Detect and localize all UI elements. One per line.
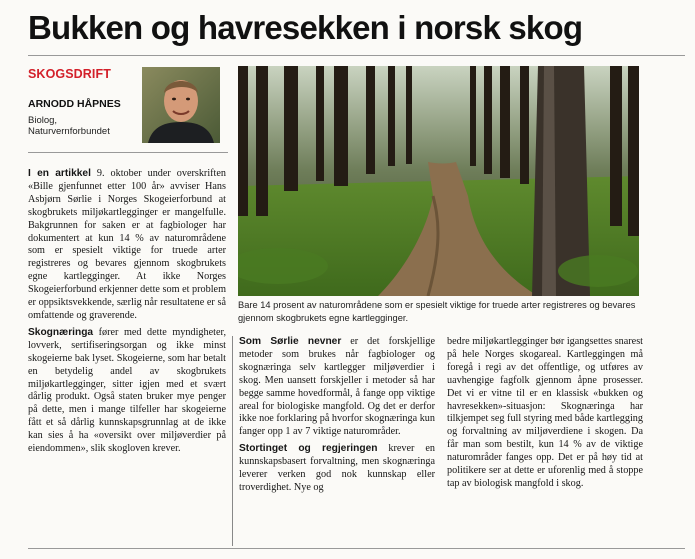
paragraph-text: 9. oktober under overskriften «Bille gjenfunnet etter 100 år» avviser Hans Asbjørn Sørlie i Norges Skogeierforbund at skogbrukets miljøkartlegginger er mangelfulle. Bakgrunnen for saken er at fagbiologer har dokumentert at kun 14 % av naturområdene som er spesielt viktige for truede arter registreres og bevares gjennom skogbrukets egne kartlegginger. At ikke Norges Skogeierforbund erkjenner dette som et problem er oppsiktsvekkende, særlig når resultatene er så omfattende og graverende. <box>28 168 226 321</box>
author-portrait-image <box>142 67 220 143</box>
author-portrait <box>142 67 220 143</box>
paragraph <box>239 336 435 439</box>
paragraph <box>447 336 643 491</box>
section-kicker: SKOGSDRIFT <box>28 67 111 81</box>
paragraph <box>28 327 226 456</box>
author-name: ARNODD HÅPNES <box>28 98 121 110</box>
paragraph-text: bedre miljøkartlegginger bør igangsettes snarest på hele Norges skogareal. Kartleggingen må foregå i regi av det offentlige, og utføres av uavhengige fagfolk gjennom åpne prosesser. Det vi er vitne til er en klassisk «bukken og havresekken»-situasjon: Skognæringa har tilkjempet seg full styring med både kartlegging og forvaltning av miljøverdiene i skogen. Da får man som bestilt, kun 14 % av de viktige naturområder fanges opp. Det er på høy tid at politikere ser at dette er uforenlig med å stoppe tap av biologisk mangfold i skog. <box>447 336 643 489</box>
author-role-line1: Biolog, <box>28 115 58 126</box>
headline: Bukken og havresekken i norsk skog <box>28 9 583 46</box>
paragraph-text: krever en kunnskapsbasert forvaltning, men skognæringa leverer verken god nok kunnskap eller troverdighet. Nye og <box>239 443 435 493</box>
forest-photo <box>238 66 639 296</box>
author-role-line2: Naturvernforbundet <box>28 126 110 137</box>
column-3 <box>447 336 643 495</box>
paragraph <box>239 443 435 495</box>
paragraph-lead: Skognæringa <box>28 326 94 338</box>
paragraph-text: er det forskjellige metoder som brukes når fagbiologer og skognæringa selv kartlegger miljøverdier i skog. Men uansett forskjeller i metoder så har begge samme hovedformål, å fange opp viktige areal for biologiske mangfold. Og det er derfor ikke noe forklaring på hvorfor skognæringa kun fanger opp 1 av 7 viktige naturområder. <box>239 336 435 438</box>
paragraph <box>28 168 226 323</box>
column-divider <box>232 336 233 546</box>
headline-rule <box>28 55 685 56</box>
forest-path-image <box>238 66 639 296</box>
paragraph-lead: I en artikkel <box>28 168 91 179</box>
column-1 <box>28 168 226 460</box>
bottom-rule <box>28 548 685 549</box>
paragraph-lead: Som Sørlie nevner <box>239 336 342 347</box>
paragraph-lead: Stortinget og regjeringen <box>239 443 378 455</box>
column-2 <box>239 336 435 499</box>
author-role <box>28 115 128 137</box>
paragraph-text: fører med dette myndigheter, lovverk, sertifiseringsorgan og ikke minst skogeierne bak lyset. Skogeierne, som har betalt en betydelig andel av skogbrukets miljøkartlegginger, sitter igjen med et svært dårlig produkt. Også staten bruker mye penger på dette, men i mange tilfeller har skogeierne fått et så dårlig kunnskapsgrunnlag at de ikke kan sies å ha «oversikt over miljøverdier på eiendommen», slik skogloven krever. <box>28 326 226 455</box>
byline-rule <box>28 152 228 153</box>
photo-caption: Bare 14 prosent av naturområdene som er spesielt viktige for truede arter registreres og bevares gjennom skogbrukets egne kartlegginger. <box>238 300 636 323</box>
